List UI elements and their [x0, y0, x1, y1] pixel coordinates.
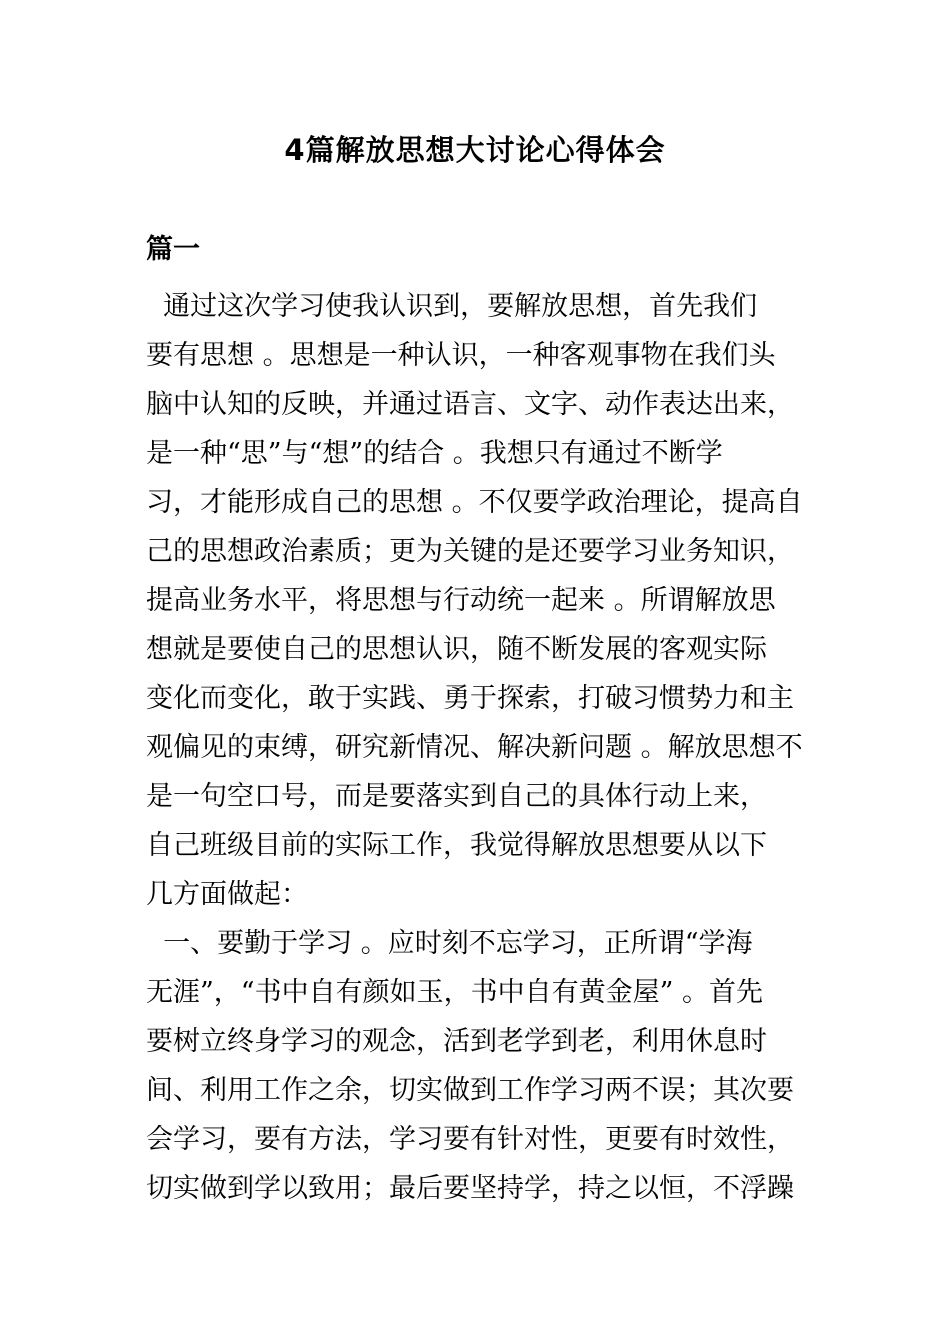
text-line: 习，才能形成自己的思想 。不仅要学政治理论，提高自	[146, 487, 803, 518]
text-line: 脑中认知的反映，并通过语言、文字、动作表达出来，	[146, 389, 794, 420]
text-line: 切实做到学以致用；最后要坚持学，持之以恒，不浮躁	[146, 1173, 794, 1204]
text-line: 会学习，要有方法，学习要有针对性，更要有时效性，	[146, 1124, 794, 1155]
body-text	[146, 282, 826, 1213]
text-line: 自己班级目前的实际工作，我觉得解放思想要从以下	[146, 830, 767, 861]
text-line: 要树立终身学习的观念，活到老学到老，利用休息时	[146, 1026, 767, 1057]
section-heading: 篇一	[146, 234, 200, 265]
text-line: 几方面做起：	[146, 879, 308, 910]
text-line: 变化而变化，敢于实践、勇于探索，打破习惯势力和主	[146, 683, 794, 714]
text-line: 提高业务水平，将思想与行动统一起来 。所谓解放思	[146, 585, 776, 616]
text-line: 间、利用工作之余，切实做到工作学习两不误；其次要	[146, 1075, 794, 1106]
text-line: 要有思想 。思想是一种认识，一种客观事物在我们头	[146, 340, 776, 371]
text-line: 一、要勤于学习 。应时刻不忘学习，正所谓“学海	[146, 928, 753, 959]
text-line: 是一句空口号，而是要落实到自己的具体行动上来，	[146, 781, 767, 812]
text-line: 观偏见的束缚，研究新情况、解决新问题 。解放思想不	[146, 732, 803, 763]
text-line: 是一种“思”与“想”的结合 。我想只有通过不断学	[146, 438, 723, 469]
text-line: 无涯”，“书中自有颜如玉，书中自有黄金屋” 。首先	[146, 977, 763, 1008]
text-line: 通过这次学习使我认识到，要解放思想，首先我们	[146, 291, 758, 322]
text-line: 己的思想政治素质；更为关键的是还要学习业务知识，	[146, 536, 794, 567]
text-line: 想就是要使自己的思想认识，随不断发展的客观实际	[146, 634, 767, 665]
document-title: 4篇解放思想大讨论心得体会	[284, 133, 666, 167]
